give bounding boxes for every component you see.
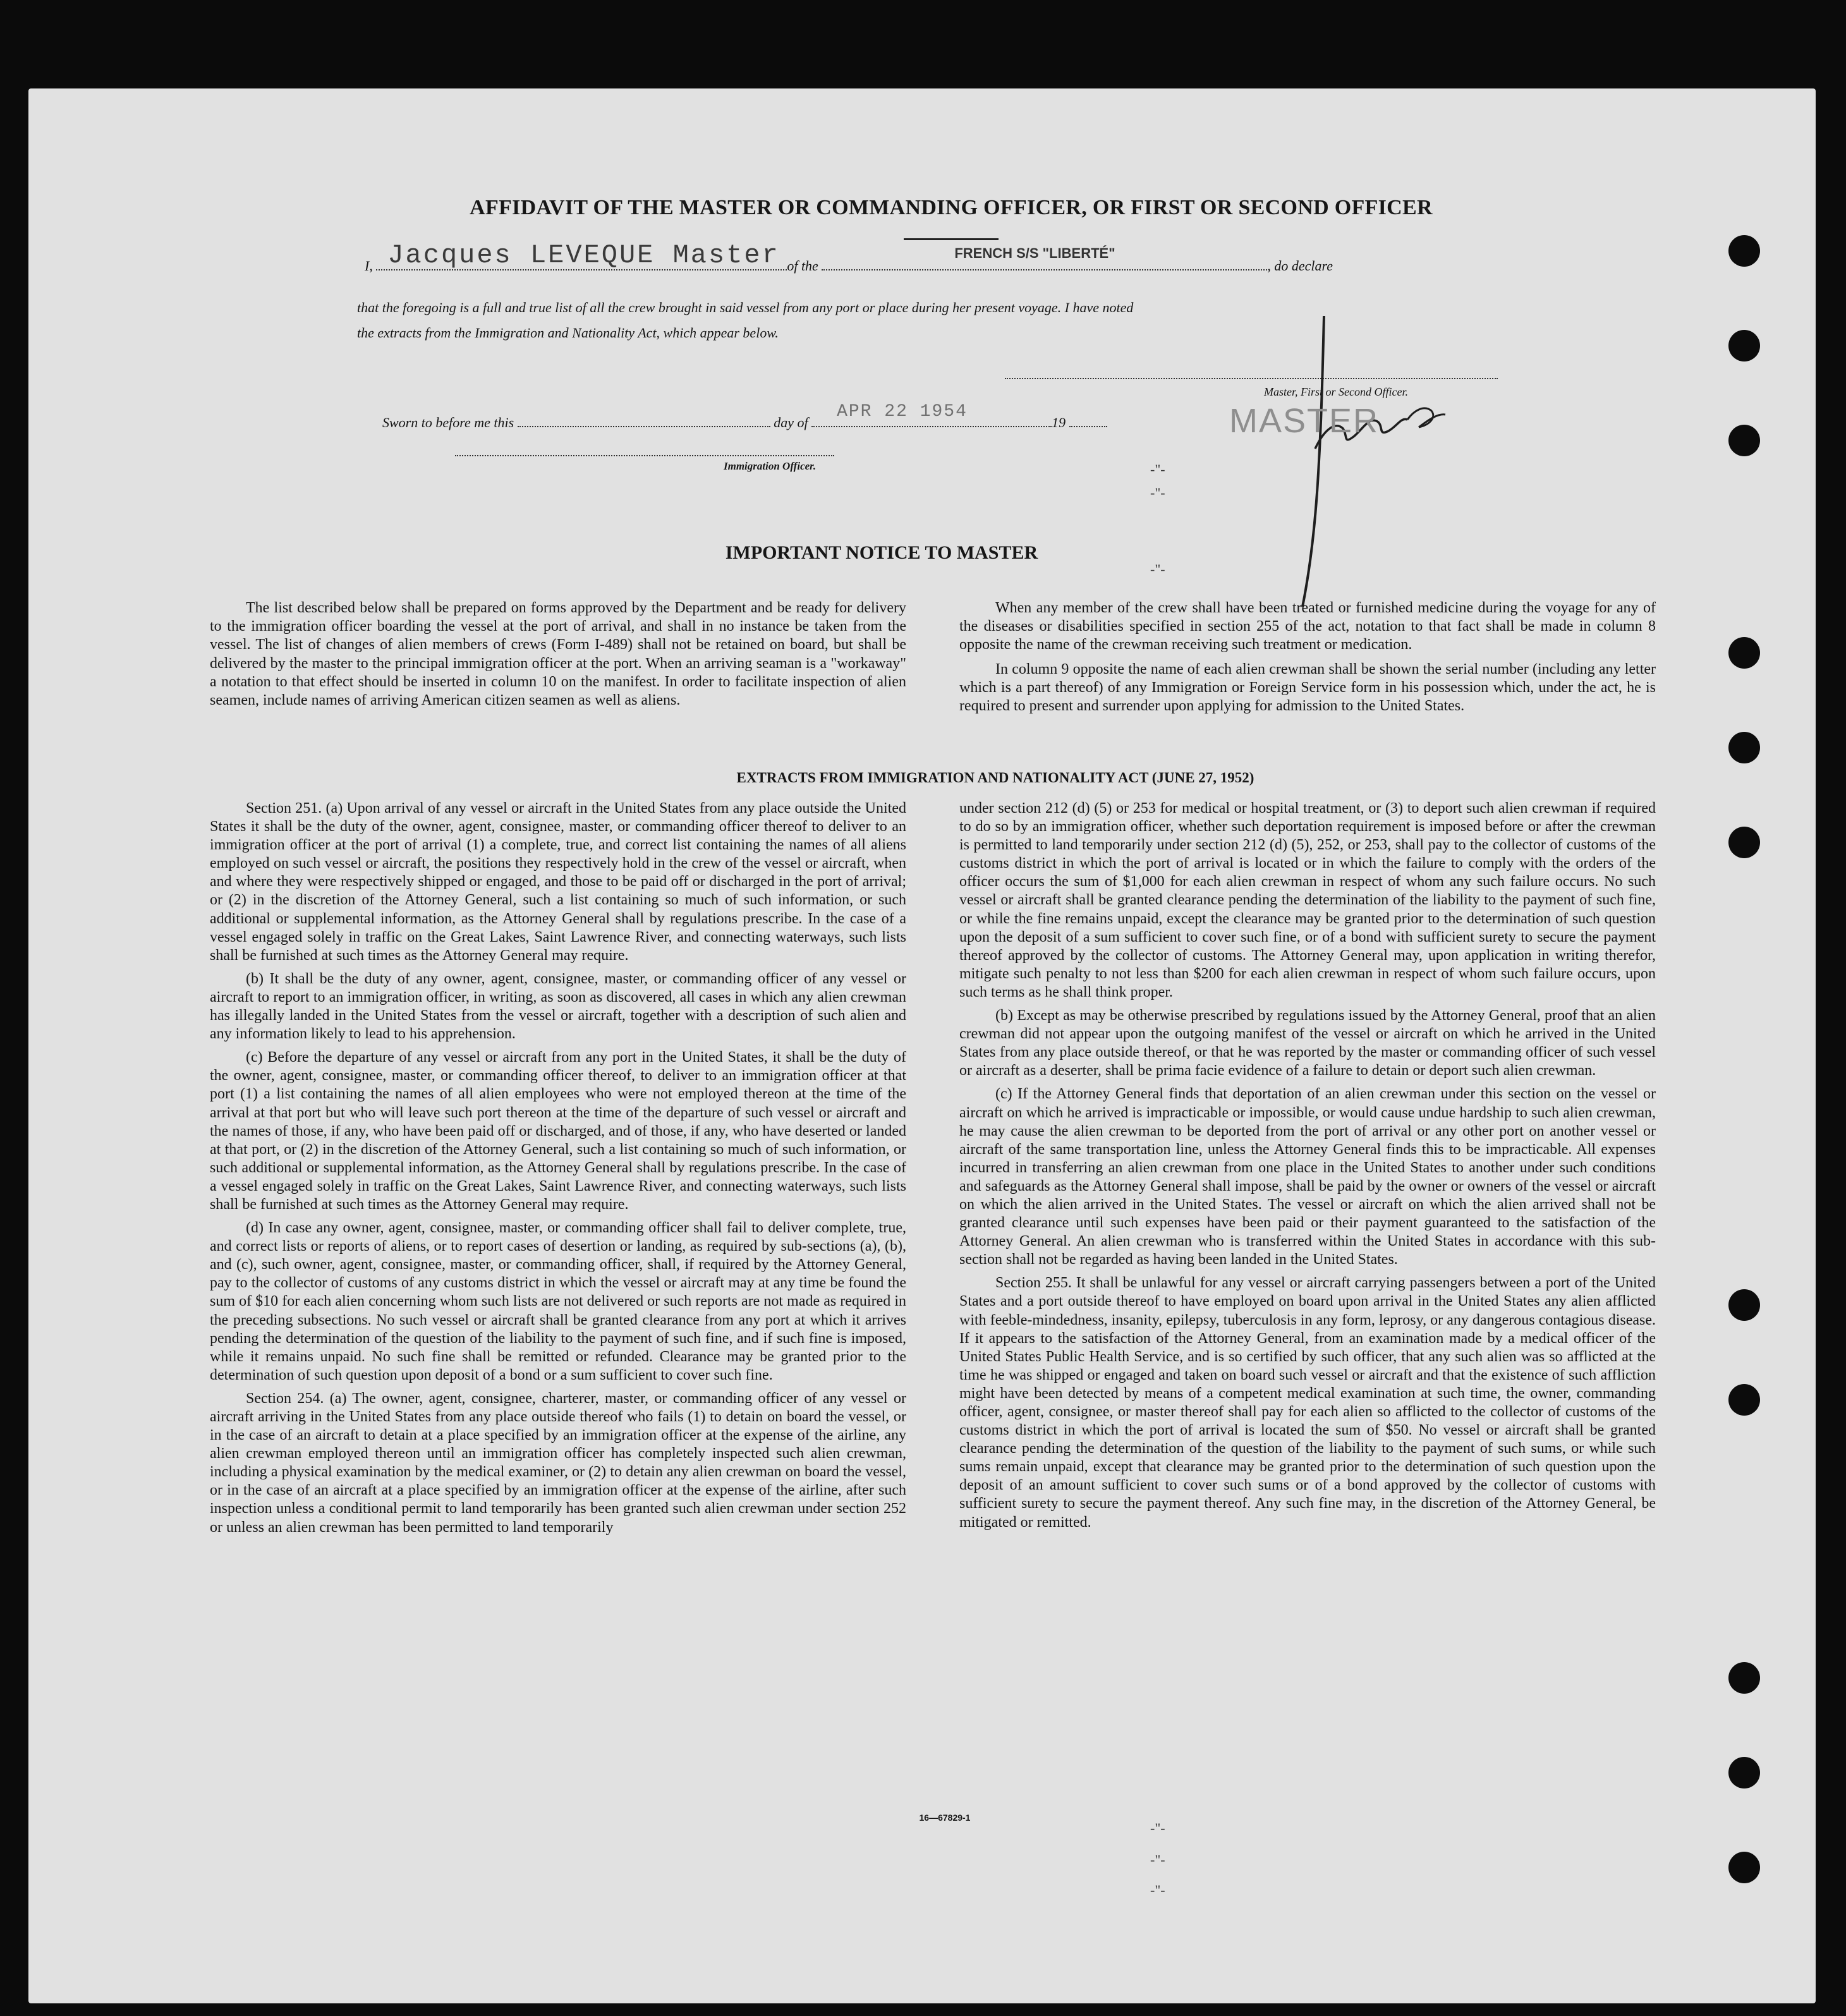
punch-hole: [1728, 235, 1760, 267]
vessel-field: [822, 245, 1267, 270]
title-rule: [904, 238, 999, 240]
punch-hole: [1728, 1757, 1760, 1788]
notice-paragraph: In column 9 opposite the name of each alien crewman shall be shown the serial number (including any letter which is a part thereof) of any Immigration or Foreign Service form in his possession which, under the act, he is required to present and surrender upon applying for admission to the United States.: [959, 660, 1656, 715]
punch-hole: [1728, 1852, 1760, 1883]
master-stamp: MASTER: [1229, 402, 1380, 440]
bleed-through-ditto: -"-: [1150, 1882, 1165, 1898]
day-of-label: day of: [774, 415, 808, 430]
date-stamp: APR 22 1954: [837, 402, 968, 422]
punch-hole: [1728, 1662, 1760, 1694]
bleed-through-ditto: -"-: [1150, 461, 1165, 477]
year-prefix: 19: [1052, 415, 1066, 430]
statute-paragraph: under section 212 (d) (5) or 253 for medical or hospital treatment, or (3) to deport such alien crewman if required to do so by an immigration officer, whether such deportation requirement is imposed before or after the crewman is permitted to land temporarily under section 212 (d) (5), 252, or 253, shall pay to the collector of customs of the customs district in which the port of arrival is located or in which the failure to comply with the orders of the officer occurs the sum of $1,000 for each alien crewman in respect of whom any such failure occurs. No such vessel or aircraft shall be granted clearance pending the determination of the liability to the payment of such fine, or while the fine remains unpaid, except the clearance may be granted prior to the determination of such question upon the deposit of a sum sufficient to cover such fine, or of a bond with sufficient surety to secure the payment thereof approved by the collector of customs. The Attorney General may, upon application in writing therefor, mitigate such penalty to not less than $200 for each alien crewman in respect of whom such failure occurs, upon such terms as he shall think proper.: [959, 800, 1656, 1000]
of-the-label: of the: [787, 258, 818, 274]
extracts-title: EXTRACTS FROM IMMIGRATION AND NATIONALITY ACT (JUNE 27, 1952): [736, 770, 1254, 786]
sworn-line: [382, 402, 1107, 431]
sworn-day-field: [518, 411, 770, 427]
statute-paragraph: Section 255. It shall be unlawful for any vessel or aircraft carrying passengers between a port of the United States and a port outside thereof to have employed on board upon arrival in the United States any alien afflicted with feeble-mindedness, insanity, epilepsy, tuberculosis in any form, leprosy, or any dangerous contagious disease. If it appears to the satisfaction of the Attorney General, from an examination made by a medical officer of the United States Public Health Service, and is so certified by such officer, that any such alien was so afflicted at the time he was shipped or engaged and taken on board such vessel or aircraft and that the existence of such affliction might have been detected by means of a competent medical examination at such time, the owner, commanding officer, agent, consignee, or master thereof shall pay for each alien so afflicted to the collector of customs of the customs district in which the port of arrival is located the sum of $50. No vessel or aircraft shall be granted clearance pending the determination of the question of the liability to the payment of such sums, or while such sums remain unpaid, except that clearance may be granted prior to the determination of such question upon the deposit of an amount sufficient to cover such sums or of a bond approved by the collector of customs with sufficient surety to secure the payment thereof. Any such fine may, in the discretion of the Attorney General, be mitigated or remitted.: [959, 1275, 1656, 1531]
bleed-through-ditto: -"-: [1150, 1852, 1165, 1867]
notice-paragraph: The list described below shall be prepared on forms approved by the Department and be ready for delivery to the immigration officer boarding the vessel at the port of arrival, and shall in no instance be taken from the vessel. The list of changes of alien members of crews (Form I-489) shall not be retained on board, but shall be delivered by the master to the principal immigration officer at the port. When an arriving seaman is a "workaway" a notation to that effect should be inserted in column 10 on the manifest. In order to facilitate inspection of alien seamen, include names of arriving American citizen seamen as well as aliens.: [210, 600, 906, 709]
notice-right-column: [959, 599, 1656, 721]
document-sheet: [28, 88, 1816, 2003]
declaration-line-3: the extracts from the Immigration and Nationality Act, which appear below.: [357, 325, 779, 341]
bleed-through-ditto: -"-: [1150, 485, 1165, 501]
statute-paragraph: (c) Before the departure of any vessel or aircraft from any port in the United States, it shall be the duty of the owner, agent, consignee, master, or commanding officer thereof, to deliver to an immigration officer at that port (1) a list containing the names of all alien employees who were not employed thereon at the time of the arrival at that port but who will leave such port thereon at the time of the departure of such vessel or aircraft and the names of those, if any, who have been paid off or discharged, and of those, if any, who have deserted or landed at that port, or (2) in the discretion of the Attorney General, such a list containing so much of such information, or such additional or supplemental information, as the Attorney General shall by regulations prescribe. In the case of a vessel engaged solely in traffic on the Great Lakes, Saint Lawrence River, and connecting waterways, such lists shall be furnished at such times as the Attorney General may require.: [210, 1049, 906, 1213]
extracts-right-column: [959, 799, 1656, 1537]
affidavit-title: AFFIDAVIT OF THE MASTER OR COMMANDING OFFICER, OR FIRST OR SECOND OFFICER: [470, 196, 1433, 219]
punch-hole: [1728, 732, 1760, 763]
handwritten-signature: [1248, 310, 1501, 613]
statute-paragraph: Section 251. (a) Upon arrival of any vessel or aircraft in the United States from any place outside the United States it shall be the duty of the owner, agent, consignee, master, or commanding officer thereof to deliver to an immigration officer at the port of arrival (1) a complete, true, and correct list containing the names of all aliens employed on such vessel or aircraft, the positions they respectively hold in the crew of the vessel or aircraft, when and where they were respectively shipped or engaged, and those to be paid off or discharged in the port of arrival; or (2) in the discretion of the Attorney General, such a list containing so much of such information, or such additional or supplemental information, as the Attorney General shall by regulations prescribe. In the case of a vessel engaged solely in traffic on the Great Lakes, Saint Lawrence River, and connecting waterways, such lists shall be furnished at such times as the Attorney General may require.: [210, 800, 906, 964]
punch-hole: [1728, 827, 1760, 858]
notice-title: IMPORTANT NOTICE TO MASTER: [725, 542, 1038, 563]
bleed-through-ditto: -"-: [1150, 1820, 1165, 1836]
statute-paragraph: (d) In case any owner, agent, consignee, master, or commanding officer shall fail to deliver complete, true, and correct lists or reports of aliens, or to report cases of desertion or landing, as required by sub-sections (a), (b), and (c), such owner, agent, consignee, master, or commanding officer, shall, if required by the Attorney General, pay to the collector of customs of any customs district in which the vessel or aircraft may at any time be found the sum of $10 for each alien concerning whom such lists are not delivered or such reports are not made as required in the preceding subsections. No such vessel or aircraft shall be granted clearance from any port at which it arrives pending the determination of the question of the liability to the payment of such fine, and if such fine is imposed, while it remains unpaid. No such fine shall be remitted or refunded. Clearance may be granted prior to the determination of such question upon deposit of a bond or a sum sufficient to cover such fine.: [210, 1220, 906, 1383]
form-number: 16—67829-1: [919, 1813, 971, 1823]
punch-hole: [1728, 637, 1760, 669]
declaration-line-2: that the foregoing is a full and true list of all the crew brought in said vessel from any port or place during her present voyage. I have noted: [357, 300, 1134, 315]
signature-caption: Master, First or Second Officer.: [1264, 386, 1408, 398]
immigration-officer-line: [455, 455, 834, 456]
notice-paragraph: When any member of the crew shall have been treated or furnished medicine during the voyage for any of the diseases or disabilities specified in section 255 of the act, notation to that fact shall be made in column 8 opposite the name of the crewman receiving such treatment or medication.: [959, 600, 1656, 653]
do-declare-label: , do declare: [1267, 258, 1333, 274]
year-field: [1069, 411, 1107, 427]
statute-paragraph: (c) If the Attorney General finds that deportation of an alien crewman under this section on the vessel or aircraft on which he arrived is impracticable or impossible, or would cause undue hardship to such alien crewman, he may cause the alien crewman to be deported from the port of arrival or any other port on another vessel or aircraft of the same transportation line, unless the Attorney General finds this to be impracticable. All expenses incurred in transferring an alien crewman from one place in the United States to another under such conditions and safeguards as the Attorney General shall impose, shall be paid by the owner or owners of the vessel or aircraft on which the alien arrived in the United States. The vessel or aircraft on which the alien arrived shall not be granted clearance until such expenses have been paid or their payment guaranteed to the satisfaction of the Attorney General. An alien crewman who is transferred within the United States in accordance with this sub-section shall not be regarded as having been landed in the United States.: [959, 1086, 1656, 1268]
vessel-name-stamp: FRENCH S/S "LIBERTÉ": [954, 245, 1115, 261]
declaration-line-1: [365, 240, 1333, 274]
punch-hole: [1728, 425, 1760, 456]
immigration-officer-caption: Immigration Officer.: [724, 460, 817, 472]
declaration-prefix: I,: [365, 258, 373, 274]
statute-paragraph: Section 254. (a) The owner, agent, consignee, charterer, master, or commanding officer of any vessel or aircraft arriving in the United States from any place outside thereof who fails (1) to detain on board the vessel, or in the case of an aircraft to detain at a place specified by an immigration officer at the expense of the airline, any alien crewman employed thereon until an immigration officer has completely inspected such alien crewman, including a physical examination by the medical examiner, or (2) to detain any alien crewman on board the vessel, or in the case of an aircraft at a place specified by an immigration officer at the expense of the airline, after such inspection unless a conditional permit to land temporarily has been granted such alien crewman under section 252 or unless an alien crewman has been permitted to land temporarily: [210, 1390, 906, 1536]
punch-hole: [1728, 330, 1760, 361]
sworn-label: Sworn to before me this: [382, 415, 514, 430]
sworn-date-field: [811, 402, 1052, 427]
declarant-field: [376, 240, 787, 270]
declarant-typed-name: Jacques LEVEQUE Master: [387, 240, 780, 270]
extracts-left-column: [210, 799, 906, 1542]
statute-paragraph: (b) It shall be the duty of any owner, agent, consignee, master, or commanding officer of any vessel or aircraft to report to an immigration officer, in writing, as soon as discovered, all cases in which any alien crewman has illegally landed in the United States from the vessel or aircraft, together with a description of such alien and any information likely to lead to his apprehension.: [210, 970, 906, 1043]
punch-hole: [1728, 1384, 1760, 1416]
statute-paragraph: (b) Except as may be otherwise prescribed by regulations issued by the Attorney General, proof that an alien crewman did not appear upon the outgoing manifest of the vessel or aircraft on which he arrived in the United States from any place outside thereof, or that he was reported by the master or commanding officer of such vessel or aircraft as a deserter, shall be prima facie evidence of a failure to detain or deport such alien crewman.: [959, 1007, 1656, 1079]
bleed-through-ditto: -"-: [1150, 561, 1165, 577]
punch-hole: [1728, 1289, 1760, 1321]
notice-left-column: [210, 599, 906, 715]
